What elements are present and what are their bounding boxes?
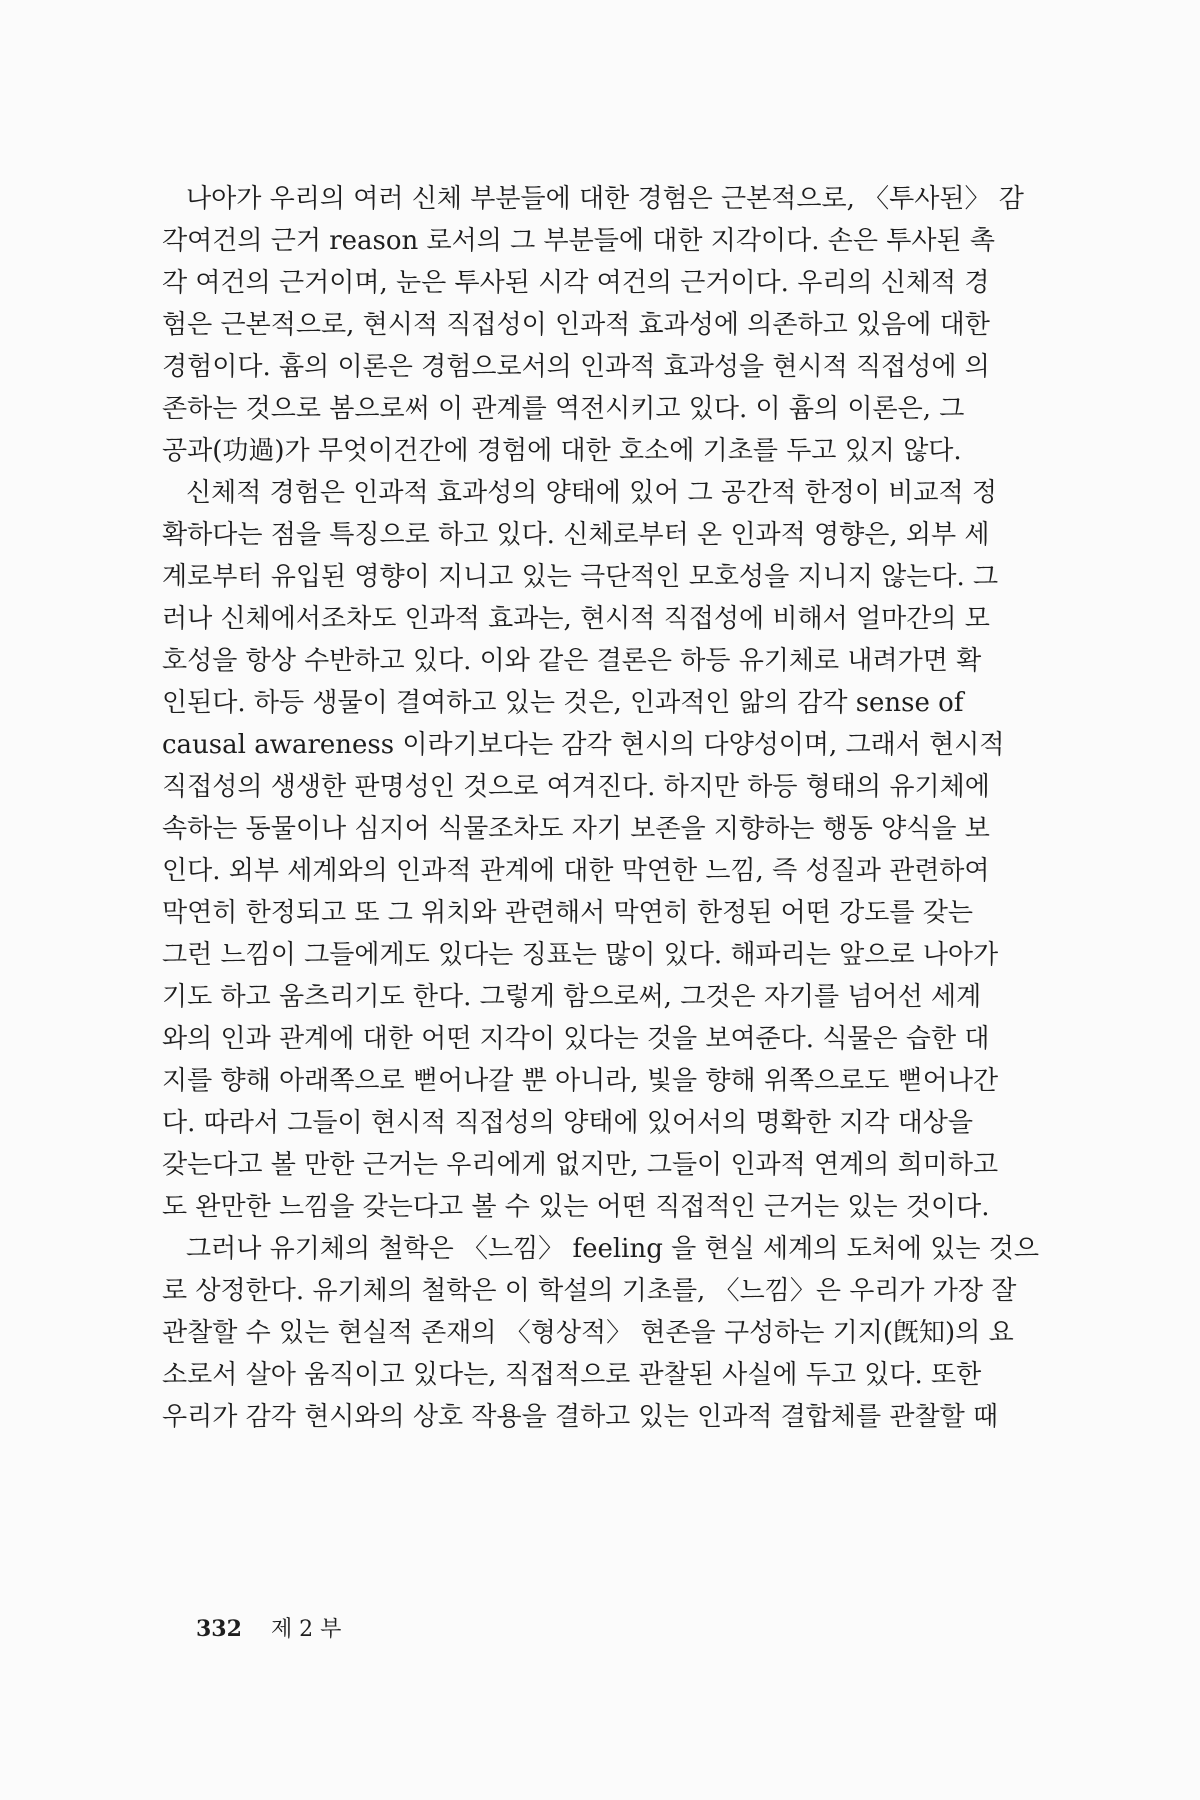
text-line: 존하는 것으로 봄으로써 이 관계를 역전시키고 있다. 이 흄의 이론은, 그 bbox=[162, 394, 965, 424]
text-line: 각여건의 근거 reason 로서의 그 부분들에 대한 지각이다. 손은 투사된 촉 bbox=[162, 226, 995, 256]
text-line: 공과(功過)가 무엇이건간에 경험에 대한 호소에 기초를 두고 있지 않다. bbox=[162, 436, 962, 466]
page-footer bbox=[196, 1612, 341, 1643]
text-line: 나아가 우리의 여러 신체 부분들에 대한 경험은 근본적으로, 〈투사된〉 감 bbox=[186, 184, 1024, 214]
part-label: 제 2 부 bbox=[270, 1617, 342, 1642]
text-line: 우리가 감각 현시와의 상호 작용을 결하고 있는 인과적 결합체를 관찰할 때 bbox=[162, 1402, 999, 1432]
text-line: 인다. 외부 세계와의 인과적 관계에 대한 막연한 느낌, 즉 성질과 관련하여 bbox=[162, 856, 990, 886]
text-line: 관찰할 수 있는 현실적 존재의 〈형상적〉 현존을 구성하는 기지(旣知)의 요 bbox=[162, 1318, 1014, 1348]
paragraph-1 bbox=[162, 178, 1068, 472]
text-line: 소로서 살아 움직이고 있다는, 직접적으로 관찰된 사실에 두고 있다. 또한 bbox=[162, 1360, 982, 1390]
text-line: 다. 따라서 그들이 현시적 직접성의 양태에 있어서의 명확한 지각 대상을 bbox=[162, 1108, 974, 1138]
page-number: 332 bbox=[196, 1616, 242, 1642]
text-line: 그런 느낌이 그들에게도 있다는 징표는 많이 있다. 해파리는 앞으로 나아가 bbox=[162, 940, 999, 970]
body-text bbox=[162, 178, 1068, 1438]
text-line: 험은 근본적으로, 현시적 직접성이 인과적 효과성에 의존하고 있음에 대한 bbox=[162, 310, 990, 340]
text-line: 기도 하고 움츠리기도 한다. 그렇게 함으로써, 그것은 자기를 넘어선 세계 bbox=[162, 982, 982, 1012]
text-line: 도 완만한 느낌을 갖는다고 볼 수 있는 어떤 직접적인 근거는 있는 것이다. bbox=[162, 1192, 990, 1222]
text-line: 지를 향해 아래쪽으로 뻗어나갈 뿐 아니라, 빛을 향해 위쪽으로도 뻗어나간 bbox=[162, 1066, 999, 1096]
text-line: 직접성의 생생한 판명성인 것으로 여겨진다. 하지만 하등 형태의 유기체에 bbox=[162, 772, 990, 802]
text-line: 호성을 항상 수반하고 있다. 이와 같은 결론은 하등 유기체로 내려가면 확 bbox=[162, 646, 982, 676]
text-line: 계로부터 유입된 영향이 지니고 있는 극단적인 모호성을 지니지 않는다. 그 bbox=[162, 562, 999, 592]
text-line: 그러나 유기체의 철학은 〈느낌〉 feeling 을 현실 세계의 도처에 있는 것으 bbox=[186, 1234, 1039, 1264]
text-line: 와의 인과 관계에 대한 어떤 지각이 있다는 것을 보여준다. 식물은 습한 대 bbox=[162, 1024, 990, 1054]
text-line: 갖는다고 볼 만한 근거는 우리에게 없지만, 그들이 인과적 연계의 희미하고 bbox=[162, 1150, 999, 1180]
text-line: 속하는 동물이나 심지어 식물조차도 자기 보존을 지향하는 행동 양식을 보 bbox=[162, 814, 990, 844]
text-line: 로 상정한다. 유기체의 철학은 이 학설의 기초를, 〈느낌〉은 우리가 가장 잘 bbox=[162, 1276, 1017, 1306]
text-line: 경험이다. 흄의 이론은 경험으로서의 인과적 효과성을 현시적 직접성에 의 bbox=[162, 352, 990, 382]
paragraph-3 bbox=[162, 1228, 1068, 1438]
text-line: 러나 신체에서조차도 인과적 효과는, 현시적 직접성에 비해서 얼마간의 모 bbox=[162, 604, 990, 634]
text-line: 인된다. 하등 생물이 결여하고 있는 것은, 인과적인 앎의 감각 sense of bbox=[162, 688, 964, 718]
text-line: 신체적 경험은 인과적 효과성의 양태에 있어 그 공간적 한정이 비교적 정 bbox=[186, 478, 998, 508]
text-line: 막연히 한정되고 또 그 위치와 관련해서 막연히 한정된 어떤 강도를 갖는 bbox=[162, 898, 974, 928]
text-line: 각 여건의 근거이며, 눈은 투사된 시각 여건의 근거이다. 우리의 신체적 경 bbox=[162, 268, 990, 298]
paragraph-2 bbox=[162, 472, 1068, 1228]
text-line: 확하다는 점을 특징으로 하고 있다. 신체로부터 온 인과적 영향은, 외부 세 bbox=[162, 520, 990, 550]
text-line: causal awareness 이라기보다는 감각 현시의 다양성이며, 그래서 현시적 bbox=[162, 730, 1005, 760]
